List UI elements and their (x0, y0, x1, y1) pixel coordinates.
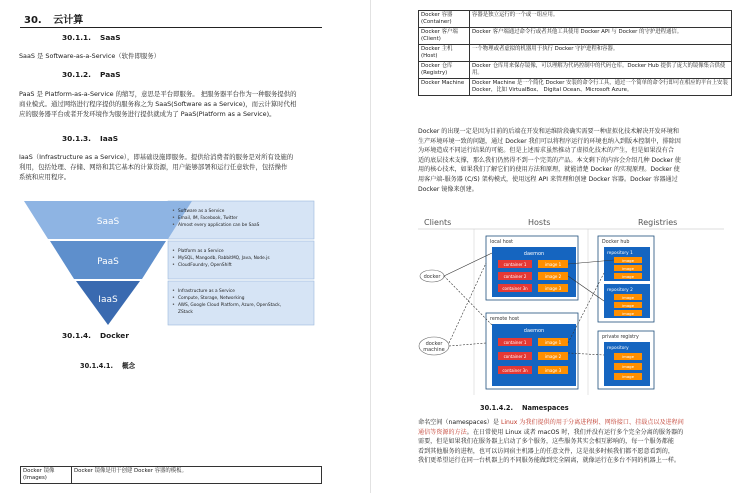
chapter-title: 云计算 (53, 15, 84, 26)
table-row (419, 79, 732, 96)
iaas-number: 30.1.3. (62, 134, 91, 143)
paas-item: Platform as a Service (178, 249, 224, 254)
remote-daemon-label: daemon (523, 328, 545, 334)
paas-line: 商业模式。通过网络进行程序提供的服务称之为 SaaS(Software as a Service)，而云计算时代相 (19, 100, 297, 108)
registry-image-label: image (622, 266, 634, 271)
iaas-line: IaaS（Infrastructure as a Service），即基础设施即服务。提供给消费者的服务是对所有设施的 (19, 153, 294, 161)
namespaces-heading (480, 404, 569, 412)
svg-text:•: • (172, 248, 175, 254)
namespaces-paragraph (418, 418, 736, 466)
svg-text:•: • (172, 208, 175, 214)
paas-number: 30.1.2. (62, 70, 91, 79)
iaas-title: IaaS (100, 134, 119, 143)
page-gap (370, 0, 371, 493)
registry-image-label: image (622, 374, 634, 379)
registry-image-label: image (622, 295, 634, 300)
docker-concepts-table (418, 10, 732, 96)
svg-text:•: • (172, 302, 175, 308)
svg-text:•: • (172, 262, 175, 268)
iaas-item: AWS, Google Cloud Platform, Azure, OpenStack, (178, 303, 282, 308)
namespaces-link[interactable]: Linux 为我们提供的用于分离进程树、网络接口、挂载点以及进程间 (500, 419, 684, 426)
table-key: Docker 主机(Host) (419, 45, 470, 62)
docker-hub-label: Docker hub (602, 240, 630, 245)
paas-heading (62, 70, 121, 79)
paragraph-line: Docker 镜像来创建。 (418, 185, 478, 193)
right-page (384, 0, 740, 493)
svg-text:•: • (172, 215, 175, 221)
clients-column-title: Clients (424, 218, 452, 227)
table-row (419, 11, 732, 28)
image-label: image 2 (544, 274, 562, 279)
saas-item: Software as a Service (178, 209, 225, 214)
iaas-tier-label: IaaS (98, 295, 118, 305)
table-value: Docker 仓库用来保存镜像，可以理解为代码控制中的代码仓库。Docker Hub 提供了庞大的镜像集合供使用。 (470, 62, 732, 79)
namespaces-number: 30.1.4.2. (480, 404, 513, 412)
concepts-title: 概念 (121, 362, 136, 370)
docker-intro-paragraph (418, 127, 734, 194)
paas-item: CloudFoundry, OpenShift (178, 263, 232, 268)
repository-label: repository (607, 346, 629, 351)
iaas-line: 利用，包括处理、存储、网络和其它基本的计算资源，用户能够部署和运行任意软件，包括操作 (19, 163, 288, 171)
iaas-item: ZStack (178, 310, 193, 315)
saas-heading (62, 33, 121, 42)
iaas-text (19, 152, 329, 182)
table-row (419, 28, 732, 45)
docker-machine-label-1: docker (425, 341, 443, 347)
container-label: container 2 (503, 274, 527, 279)
table-key: Docker 仓库(Registry) (419, 62, 470, 79)
namespaces-link[interactable]: 通信等资源的方法 (418, 428, 467, 436)
image-label: image 3 (544, 368, 562, 373)
table-value: Docker Machine 是一个简化 Docker 安装的命令行工具，通过一个简单的命令行即可在相应的平台上安装 Docker，比如 VirtualBox、 Digital Ocean、Microsoft Azure。 (470, 79, 732, 96)
table-value: Docker 镜像是用于创建 Docker 容器的模板。 (72, 467, 322, 484)
docker-machine-label-2: machine (423, 347, 445, 353)
paas-tier-label: PaaS (97, 257, 119, 267)
namespaces-title: Namespaces (521, 404, 569, 412)
left-page (6, 0, 362, 493)
concepts-number: 30.1.4.1. (80, 362, 113, 370)
concepts-heading (80, 360, 135, 370)
registries-column-title: Registries (638, 218, 678, 227)
container-label: container 2 (503, 354, 527, 359)
registry-image-label: image (622, 354, 634, 359)
iaas-item: Compute, Storage, Networking (178, 296, 245, 301)
svg-text:•: • (172, 222, 175, 228)
private-registry-label: private registry (602, 335, 639, 340)
table-row (419, 45, 732, 62)
docker-client-label: docker (423, 274, 441, 280)
remote-host-label: remote host (490, 317, 520, 322)
paragraph-line: 用客户端-服务器 (C/S) 架构模式，使用远程 API 来管理和创建 Docker 容器。Docker 容器通过 (418, 175, 678, 183)
svg-text:•: • (172, 255, 175, 261)
paragraph-line (418, 428, 736, 438)
cloud-pyramid-diagram (20, 198, 320, 328)
iaas-heading (62, 134, 118, 143)
svg-text:•: • (172, 295, 175, 301)
registry-image-label: image (622, 364, 634, 369)
local-host-label: local host (490, 240, 514, 245)
container-label: container 1 (503, 340, 527, 345)
container-label: container 3n (502, 368, 528, 373)
chapter-heading (24, 11, 83, 26)
paas-text (19, 89, 329, 119)
table-row (419, 62, 732, 79)
registry-image-label: image (622, 274, 634, 279)
image-label: image 1 (544, 340, 562, 345)
paragraph-line: 我们更希望运行在同一台机器上的不同服务能做到完全隔离，就像运行在多台不同的机器上一样。 (418, 457, 681, 465)
paragraph-line: 看到其他服务的进程，也可以访问宿主机器上的任意文件，这是很多时候我们都不愿意看到的， (418, 447, 674, 455)
table-value: 容器是独立运行的一个或一组应用。 (470, 11, 732, 28)
container-label: container 3n (502, 286, 528, 291)
saas-text: SaaS 是 Software-as-a-Service（软件即服务） (19, 52, 161, 60)
docker-heading (62, 331, 129, 340)
table-value: Docker 客户端通过命令行或者其他工具使用 Docker API 与 Docker 的守护进程通信。 (470, 28, 732, 45)
paas-item: MySQL, Mangodb, RabbitMQ, Java, Node.js (178, 256, 270, 261)
table-key: Docker Machine (419, 79, 470, 96)
table-key: Docker 客户端(Client) (419, 28, 470, 45)
paragraph-line: 用的核心技术，如果我们了解它们的使用方法和原理，就能清楚 Docker 的实现原理。Docker 使 (418, 166, 680, 174)
docker-number: 30.1.4. (62, 331, 91, 340)
paragraph-line: 生产环境环境一致的问题，通过 Docker 我们可以将程序运行的环境也纳入到版本控制中，排除因 (418, 137, 681, 145)
paas-line: 应的服务器平台或者开发环境作为服务进行提供就成为了 PaaS(Platform as a Service)。 (19, 110, 276, 118)
docker-concepts-table-start (20, 466, 322, 484)
image-label: image 3 (544, 286, 562, 291)
paragraph-line: Docker 的出现一定是因为目前的后端在开发和运维阶段确实需要一种虚拟化技术解决开发环境和 (418, 128, 679, 135)
table-key: Docker 容器(Container) (419, 11, 470, 28)
namespaces-text: 命名空间（namespaces）是 (418, 419, 501, 426)
repository-label: repository 1 (607, 251, 633, 256)
table-row (21, 467, 322, 484)
image-label: image 2 (544, 354, 562, 359)
registry-image-label: image (622, 303, 634, 308)
hosts-column-title: Hosts (528, 218, 551, 227)
svg-text:•: • (172, 288, 175, 294)
saas-item: Email, IM, Facebook, Twitter (178, 216, 238, 221)
paragraph-line: 适的底层技术支撑，那么我们仍然得不到一个完美的产品。本文剩下的内容会介绍几种 Docker 使 (418, 156, 681, 164)
heading-rule (20, 27, 322, 28)
paas-line: PaaS 是 Platform-as-a-Service 的缩写，意思是平台即服务。 把服务器平台作为一种服务提供的 (19, 90, 297, 98)
namespaces-text: 。在日常使用 Linux 或者 macOS 时，我们并没有运行多个完全分离的服务器的 (466, 428, 684, 436)
paragraph-line (418, 418, 736, 428)
docker-architecture-diagram (418, 213, 728, 395)
registry-image-label: image (622, 258, 634, 263)
paragraph-line: 为环境造成不同运行结果的可能。但是上述需求虽然推动了虚拟化技术的产生，但是如果没有合 (418, 147, 674, 155)
iaas-item: Infrastructure as a Service (178, 289, 235, 294)
table-key: Docker 镜像(Images) (21, 467, 72, 484)
repository-label: repository 2 (607, 288, 633, 293)
docker-title: Docker (100, 331, 129, 340)
saas-item: Almost every application can be SaaS (178, 223, 260, 228)
iaas-line: 系统和应用程序。 (19, 173, 71, 181)
registry-image-label: image (622, 311, 634, 316)
paas-title: PaaS (100, 70, 121, 79)
table-value: 一个物理或者虚拟的机器用于执行 Docker 守护进程和容器。 (470, 45, 732, 62)
saas-number: 30.1.1. (62, 33, 91, 42)
container-label: container 1 (503, 262, 527, 267)
image-label: image 1 (544, 262, 562, 267)
paragraph-line: 需要，但是如果我们在服务器上启动了多个服务，这些服务其实会相互影响的，每一个服务都能 (418, 438, 674, 446)
local-daemon-label: daemon (523, 251, 545, 257)
chapter-number: 30. (24, 15, 42, 26)
saas-tier-label: SaaS (96, 217, 120, 227)
saas-title: SaaS (100, 33, 121, 42)
